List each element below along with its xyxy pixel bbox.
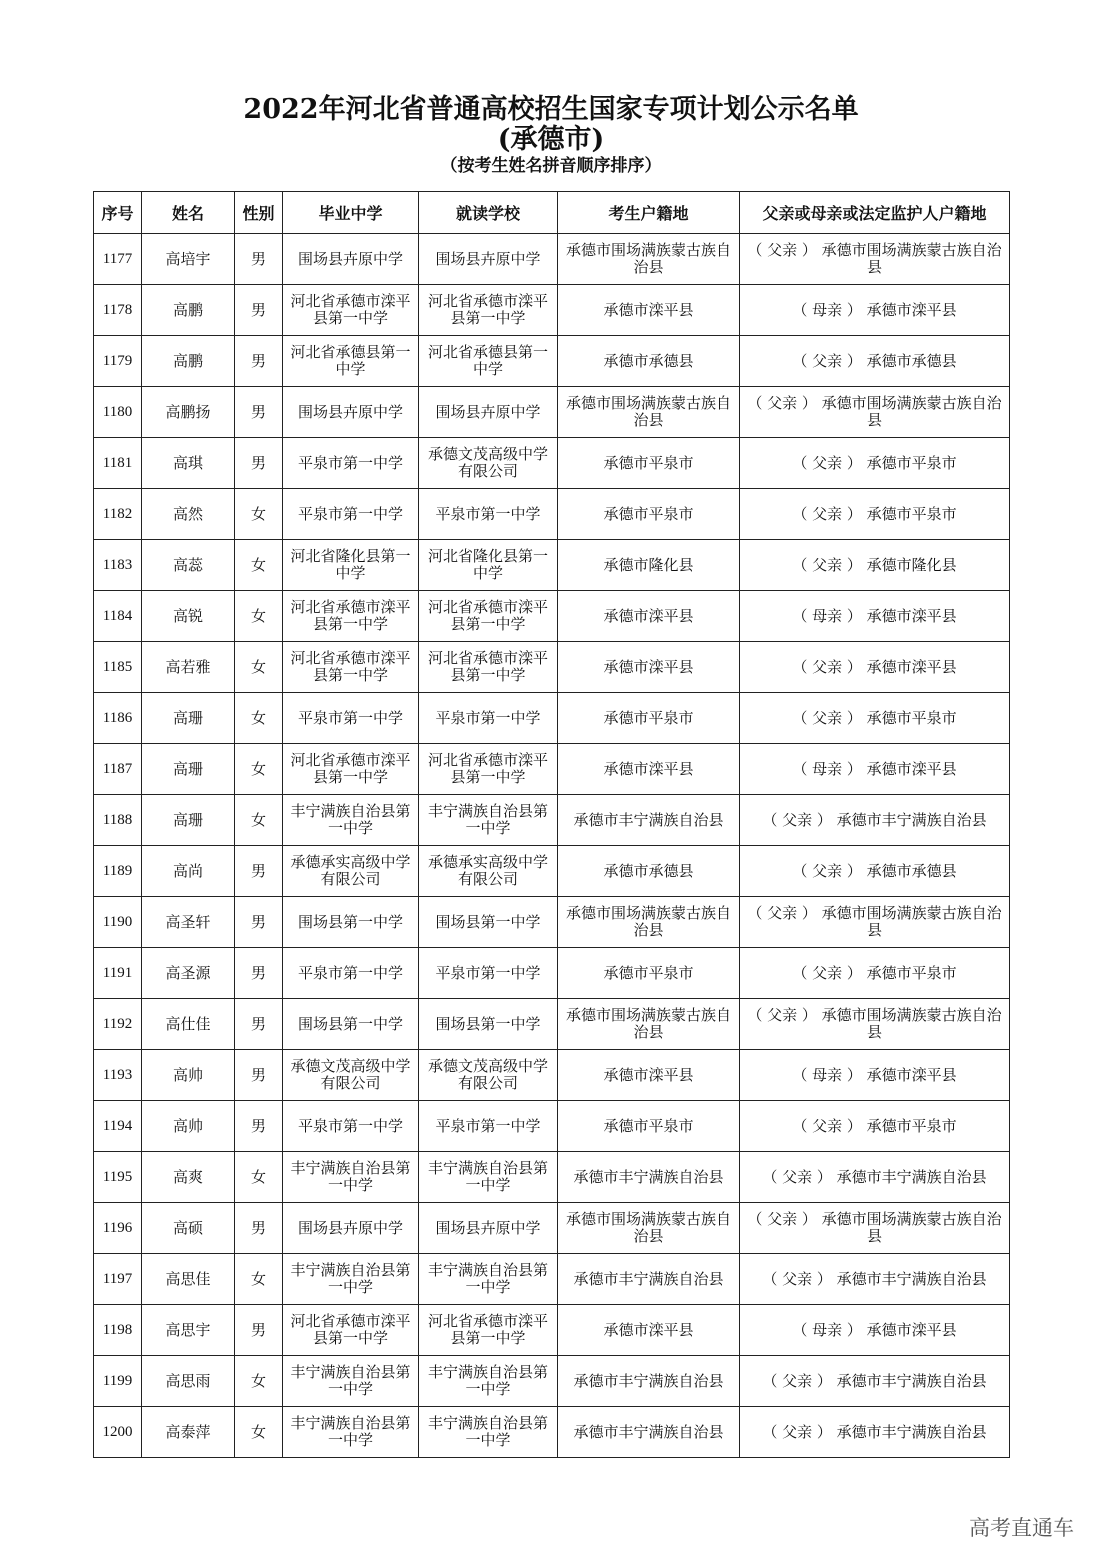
cell-gender: 女 — [235, 1407, 283, 1458]
cell-guardian-registration: （ 父亲 ） 承德市围场满族蒙古族自治县 — [740, 999, 1010, 1050]
table-row — [94, 999, 1010, 1050]
cell-graduation-school: 承德承实高级中学有限公司 — [283, 846, 419, 897]
cell-name: 高帅 — [142, 1050, 235, 1101]
cell-name: 高然 — [142, 489, 235, 540]
cell-current-school: 丰宁满族自治县第一中学 — [419, 1254, 558, 1305]
table-row — [94, 795, 1010, 846]
cell-graduation-school: 平泉市第一中学 — [283, 1101, 419, 1152]
cell-household-registration: 承德市滦平县 — [558, 285, 740, 336]
admission-list-table — [93, 191, 1010, 1458]
table-row — [94, 897, 1010, 948]
cell-gender: 女 — [235, 591, 283, 642]
document-title: 2022年河北省普通高校招生国家专项计划公示名单 — [243, 94, 859, 125]
table-row — [94, 1254, 1010, 1305]
cell-gender: 女 — [235, 693, 283, 744]
cell-household-registration: 承德市丰宁满族自治县 — [558, 1152, 740, 1203]
cell-household-registration: 承德市围场满族蒙古族自治县 — [558, 897, 740, 948]
cell-graduation-school: 丰宁满族自治县第一中学 — [283, 1152, 419, 1203]
cell-index: 1193 — [94, 1050, 142, 1101]
table-row — [94, 744, 1010, 795]
cell-household-registration: 承德市丰宁满族自治县 — [558, 1254, 740, 1305]
cell-graduation-school: 围场县卉原中学 — [283, 387, 419, 438]
cell-gender: 女 — [235, 1356, 283, 1407]
cell-graduation-school: 河北省承德市滦平县第一中学 — [283, 591, 419, 642]
table-row — [94, 336, 1010, 387]
cell-name: 高尚 — [142, 846, 235, 897]
cell-guardian-registration: （ 父亲 ） 承德市围场满族蒙古族自治县 — [740, 897, 1010, 948]
cell-graduation-school: 平泉市第一中学 — [283, 438, 419, 489]
cell-name: 高圣源 — [142, 948, 235, 999]
cell-name: 高硕 — [142, 1203, 235, 1254]
cell-current-school: 河北省承德市滦平县第一中学 — [419, 1305, 558, 1356]
cell-gender: 女 — [235, 540, 283, 591]
cell-gender: 男 — [235, 948, 283, 999]
cell-household-registration: 承德市隆化县 — [558, 540, 740, 591]
cell-current-school: 丰宁满族自治县第一中学 — [419, 1356, 558, 1407]
table-row — [94, 642, 1010, 693]
table-row — [94, 540, 1010, 591]
cell-current-school: 河北省承德县第一中学 — [419, 336, 558, 387]
sort-note: （按考生姓名拼音顺序排序） — [440, 156, 662, 176]
cell-index: 1197 — [94, 1254, 142, 1305]
cell-guardian-registration: （ 父亲 ） 承德市平泉市 — [740, 489, 1010, 540]
cell-name: 高泰萍 — [142, 1407, 235, 1458]
cell-current-school: 河北省承德市滦平县第一中学 — [419, 285, 558, 336]
cell-gender: 男 — [235, 1203, 283, 1254]
cell-index: 1196 — [94, 1203, 142, 1254]
cell-gender: 男 — [235, 897, 283, 948]
cell-household-registration: 承德市平泉市 — [558, 693, 740, 744]
cell-guardian-registration: （ 父亲 ） 承德市平泉市 — [740, 438, 1010, 489]
cell-graduation-school: 平泉市第一中学 — [283, 693, 419, 744]
cell-graduation-school: 平泉市第一中学 — [283, 948, 419, 999]
cell-current-school: 河北省承德市滦平县第一中学 — [419, 591, 558, 642]
cell-household-registration: 承德市围场满族蒙古族自治县 — [558, 1203, 740, 1254]
col-header-gender: 性别 — [235, 192, 283, 234]
cell-gender: 男 — [235, 438, 283, 489]
col-header-guardian-registration: 父亲或母亲或法定监护人户籍地 — [740, 192, 1010, 234]
table-row — [94, 1407, 1010, 1458]
cell-graduation-school: 承德文茂高级中学有限公司 — [283, 1050, 419, 1101]
table-row — [94, 1152, 1010, 1203]
cell-graduation-school: 丰宁满族自治县第一中学 — [283, 1356, 419, 1407]
cell-name: 高蕊 — [142, 540, 235, 591]
cell-graduation-school: 河北省承德市滦平县第一中学 — [283, 642, 419, 693]
table-header — [94, 192, 1010, 234]
cell-name: 高思佳 — [142, 1254, 235, 1305]
table-row — [94, 846, 1010, 897]
cell-gender: 男 — [235, 1050, 283, 1101]
cell-graduation-school: 丰宁满族自治县第一中学 — [283, 1254, 419, 1305]
table-row — [94, 591, 1010, 642]
cell-index: 1181 — [94, 438, 142, 489]
cell-gender: 女 — [235, 642, 283, 693]
cell-current-school: 围场县卉原中学 — [419, 234, 558, 285]
cell-name: 高琪 — [142, 438, 235, 489]
cell-household-registration: 承德市承德县 — [558, 336, 740, 387]
cell-name: 高锐 — [142, 591, 235, 642]
cell-index: 1189 — [94, 846, 142, 897]
cell-graduation-school: 围场县卉原中学 — [283, 1203, 419, 1254]
cell-index: 1188 — [94, 795, 142, 846]
cell-guardian-registration: （ 母亲 ） 承德市滦平县 — [740, 744, 1010, 795]
cell-name: 高珊 — [142, 795, 235, 846]
cell-household-registration: 承德市丰宁满族自治县 — [558, 795, 740, 846]
cell-gender: 男 — [235, 285, 283, 336]
cell-index: 1178 — [94, 285, 142, 336]
cell-graduation-school: 丰宁满族自治县第一中学 — [283, 1407, 419, 1458]
cell-household-registration: 承德市滦平县 — [558, 642, 740, 693]
cell-gender: 男 — [235, 336, 283, 387]
cell-graduation-school: 河北省承德县第一中学 — [283, 336, 419, 387]
cell-name: 高鹏 — [142, 336, 235, 387]
cell-graduation-school: 河北省承德市滦平县第一中学 — [283, 285, 419, 336]
cell-guardian-registration: （ 父亲 ） 承德市平泉市 — [740, 693, 1010, 744]
table-row — [94, 693, 1010, 744]
cell-index: 1200 — [94, 1407, 142, 1458]
cell-index: 1199 — [94, 1356, 142, 1407]
cell-name: 高若雅 — [142, 642, 235, 693]
table-row — [94, 234, 1010, 285]
cell-graduation-school: 河北省隆化县第一中学 — [283, 540, 419, 591]
cell-guardian-registration: （ 父亲 ） 承德市丰宁满族自治县 — [740, 1152, 1010, 1203]
cell-graduation-school: 平泉市第一中学 — [283, 489, 419, 540]
cell-gender: 男 — [235, 846, 283, 897]
cell-gender: 男 — [235, 387, 283, 438]
cell-current-school: 平泉市第一中学 — [419, 489, 558, 540]
cell-name: 高珊 — [142, 744, 235, 795]
table-row — [94, 948, 1010, 999]
cell-graduation-school: 围场县第一中学 — [283, 999, 419, 1050]
cell-gender: 女 — [235, 1152, 283, 1203]
cell-household-registration: 承德市围场满族蒙古族自治县 — [558, 387, 740, 438]
cell-graduation-school: 围场县卉原中学 — [283, 234, 419, 285]
cell-current-school: 平泉市第一中学 — [419, 1101, 558, 1152]
cell-name: 高爽 — [142, 1152, 235, 1203]
cell-index: 1191 — [94, 948, 142, 999]
col-header-current-school: 就读学校 — [419, 192, 558, 234]
cell-guardian-registration: （ 父亲 ） 承德市丰宁满族自治县 — [740, 1356, 1010, 1407]
cell-gender: 男 — [235, 1101, 283, 1152]
cell-current-school: 围场县卉原中学 — [419, 1203, 558, 1254]
cell-name: 高圣轩 — [142, 897, 235, 948]
cell-current-school: 丰宁满族自治县第一中学 — [419, 795, 558, 846]
watermark: 高考直通车 — [969, 1516, 1074, 1540]
cell-name: 高仕佳 — [142, 999, 235, 1050]
cell-current-school: 围场县第一中学 — [419, 999, 558, 1050]
cell-index: 1179 — [94, 336, 142, 387]
cell-guardian-registration: （ 父亲 ） 承德市平泉市 — [740, 1101, 1010, 1152]
cell-gender: 女 — [235, 1254, 283, 1305]
table-row — [94, 1050, 1010, 1101]
cell-name: 高思雨 — [142, 1356, 235, 1407]
cell-household-registration: 承德市丰宁满族自治县 — [558, 1407, 740, 1458]
cell-household-registration: 承德市丰宁满族自治县 — [558, 1356, 740, 1407]
cell-current-school: 平泉市第一中学 — [419, 948, 558, 999]
cell-index: 1187 — [94, 744, 142, 795]
table-row — [94, 285, 1010, 336]
cell-guardian-registration: （ 父亲 ） 承德市丰宁满族自治县 — [740, 795, 1010, 846]
table-body — [94, 234, 1010, 1458]
cell-household-registration: 承德市滦平县 — [558, 744, 740, 795]
cell-index: 1190 — [94, 897, 142, 948]
cell-household-registration: 承德市平泉市 — [558, 489, 740, 540]
cell-index: 1192 — [94, 999, 142, 1050]
table-row — [94, 387, 1010, 438]
cell-current-school: 平泉市第一中学 — [419, 693, 558, 744]
cell-name: 高思宇 — [142, 1305, 235, 1356]
cell-index: 1194 — [94, 1101, 142, 1152]
cell-current-school: 承德文茂高级中学有限公司 — [419, 1050, 558, 1101]
cell-gender: 男 — [235, 1305, 283, 1356]
cell-name: 高帅 — [142, 1101, 235, 1152]
cell-graduation-school: 丰宁满族自治县第一中学 — [283, 795, 419, 846]
header-row — [94, 192, 1010, 234]
cell-index: 1180 — [94, 387, 142, 438]
cell-household-registration: 承德市平泉市 — [558, 438, 740, 489]
cell-name: 高鹏 — [142, 285, 235, 336]
cell-current-school: 丰宁满族自治县第一中学 — [419, 1152, 558, 1203]
cell-current-school: 河北省承德市滦平县第一中学 — [419, 744, 558, 795]
table-row — [94, 1101, 1010, 1152]
cell-guardian-registration: （ 父亲 ） 承德市隆化县 — [740, 540, 1010, 591]
cell-graduation-school: 河北省承德市滦平县第一中学 — [283, 744, 419, 795]
cell-name: 高培宇 — [142, 234, 235, 285]
col-header-name: 姓名 — [142, 192, 235, 234]
cell-gender: 男 — [235, 234, 283, 285]
table-row — [94, 438, 1010, 489]
cell-guardian-registration: （ 母亲 ） 承德市滦平县 — [740, 1050, 1010, 1101]
col-header-index: 序号 — [94, 192, 142, 234]
document-subtitle-city: (承德市) — [497, 124, 605, 155]
cell-guardian-registration: （ 父亲 ） 承德市围场满族蒙古族自治县 — [740, 387, 1010, 438]
cell-household-registration: 承德市围场满族蒙古族自治县 — [558, 234, 740, 285]
cell-index: 1182 — [94, 489, 142, 540]
cell-guardian-registration: （ 父亲 ） 承德市丰宁满族自治县 — [740, 1254, 1010, 1305]
cell-household-registration: 承德市承德县 — [558, 846, 740, 897]
cell-index: 1185 — [94, 642, 142, 693]
cell-household-registration: 承德市平泉市 — [558, 948, 740, 999]
cell-graduation-school: 河北省承德市滦平县第一中学 — [283, 1305, 419, 1356]
cell-guardian-registration: （ 父亲 ） 承德市围场满族蒙古族自治县 — [740, 1203, 1010, 1254]
cell-guardian-registration: （ 母亲 ） 承德市滦平县 — [740, 1305, 1010, 1356]
cell-current-school: 河北省隆化县第一中学 — [419, 540, 558, 591]
table-row — [94, 1356, 1010, 1407]
cell-current-school: 丰宁满族自治县第一中学 — [419, 1407, 558, 1458]
cell-guardian-registration: （ 父亲 ） 承德市丰宁满族自治县 — [740, 1407, 1010, 1458]
cell-graduation-school: 围场县第一中学 — [283, 897, 419, 948]
cell-household-registration: 承德市滦平县 — [558, 1050, 740, 1101]
cell-guardian-registration: （ 父亲 ） 承德市承德县 — [740, 336, 1010, 387]
cell-index: 1184 — [94, 591, 142, 642]
cell-gender: 女 — [235, 795, 283, 846]
cell-household-registration: 承德市围场满族蒙古族自治县 — [558, 999, 740, 1050]
cell-guardian-registration: （ 父亲 ） 承德市承德县 — [740, 846, 1010, 897]
cell-name: 高珊 — [142, 693, 235, 744]
cell-current-school: 围场县卉原中学 — [419, 387, 558, 438]
cell-guardian-registration: （ 父亲 ） 承德市平泉市 — [740, 948, 1010, 999]
cell-guardian-registration: （ 母亲 ） 承德市滦平县 — [740, 285, 1010, 336]
table-row — [94, 1203, 1010, 1254]
cell-current-school: 承德文茂高级中学有限公司 — [419, 438, 558, 489]
cell-current-school: 承德承实高级中学有限公司 — [419, 846, 558, 897]
cell-gender: 女 — [235, 744, 283, 795]
cell-name: 高鹏扬 — [142, 387, 235, 438]
cell-household-registration: 承德市滦平县 — [558, 1305, 740, 1356]
cell-index: 1183 — [94, 540, 142, 591]
cell-household-registration: 承德市平泉市 — [558, 1101, 740, 1152]
col-header-graduation-school: 毕业中学 — [283, 192, 419, 234]
cell-guardian-registration: （ 父亲 ） 承德市围场满族蒙古族自治县 — [740, 234, 1010, 285]
col-header-household-registration: 考生户籍地 — [558, 192, 740, 234]
cell-gender: 男 — [235, 999, 283, 1050]
cell-guardian-registration: （ 母亲 ） 承德市滦平县 — [740, 591, 1010, 642]
cell-current-school: 围场县第一中学 — [419, 897, 558, 948]
table-row — [94, 1305, 1010, 1356]
cell-household-registration: 承德市滦平县 — [558, 591, 740, 642]
cell-index: 1198 — [94, 1305, 142, 1356]
cell-gender: 女 — [235, 489, 283, 540]
cell-index: 1186 — [94, 693, 142, 744]
table-row — [94, 489, 1010, 540]
cell-current-school: 河北省承德市滦平县第一中学 — [419, 642, 558, 693]
cell-index: 1195 — [94, 1152, 142, 1203]
cell-index: 1177 — [94, 234, 142, 285]
cell-guardian-registration: （ 父亲 ） 承德市滦平县 — [740, 642, 1010, 693]
